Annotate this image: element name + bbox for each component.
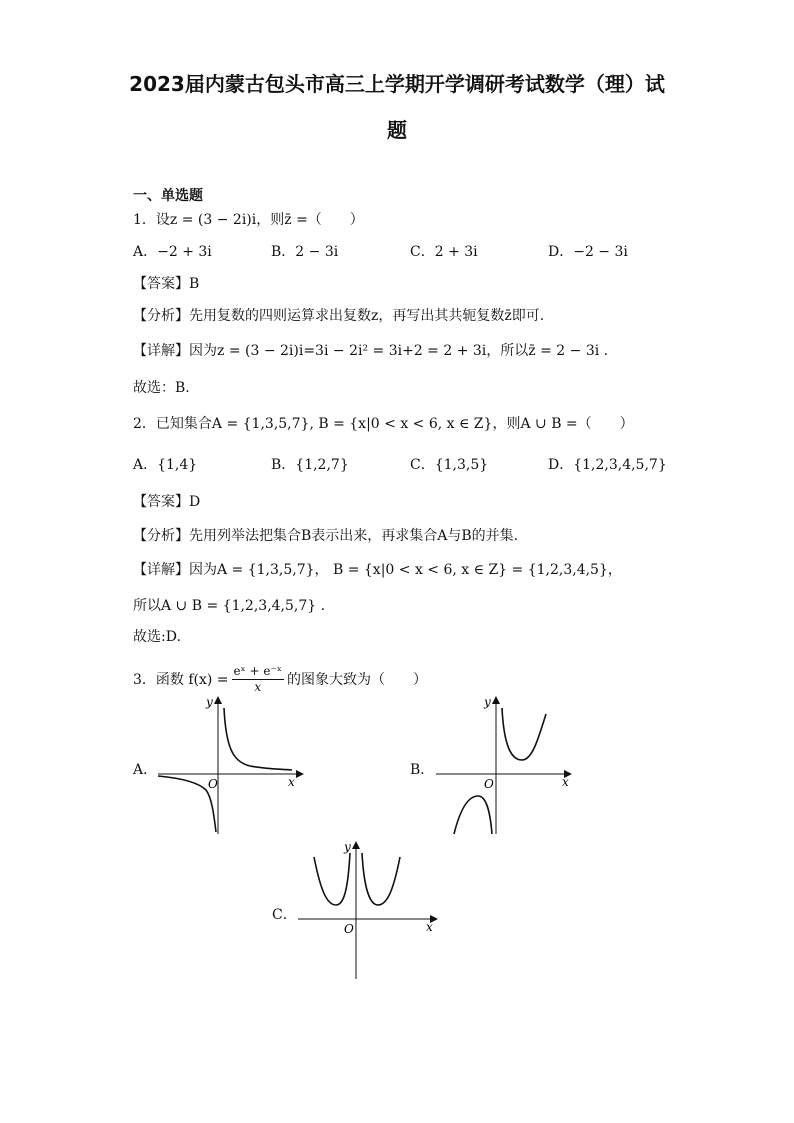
q3-stem-suffix: 的图象大致为（ ） (286, 671, 427, 688)
q3-numerator: eˣ + e⁻ˣ (233, 664, 282, 678)
q2-option-d: D．{1,2,3,4,5,7} (548, 457, 667, 473)
y-axis-label: y (484, 695, 491, 709)
q3-option-a-label: A． (133, 762, 158, 778)
q3-graph-a (150, 690, 310, 840)
q3-graph-c (290, 835, 450, 985)
page-title-continued: 题 (387, 118, 407, 142)
origin-label: O (344, 922, 354, 936)
curve-right-branch (362, 853, 400, 905)
q1-option-c: C．2 + 3i (410, 244, 478, 260)
q1-choice: 故选：B. (133, 380, 190, 396)
q1-option-a: A．−2 + 3i (133, 244, 212, 260)
curve-left-branch (314, 853, 350, 905)
y-axis-arrow-icon (352, 841, 360, 849)
q2-detail-continued: 所以A ∪ B = {1,2,3,4,5,7} . (133, 598, 326, 614)
q2-answer: 【答案】D (133, 494, 201, 510)
origin-label: O (208, 777, 218, 791)
y-axis-arrow-icon (214, 696, 222, 704)
q3-graph-b (428, 690, 588, 840)
q2-option-c: C．{1,3,5} (410, 457, 489, 473)
q2-stem: 2．已知集合A = {1,3,5,7}, B = {x|0 < x < 6, x ∈ Z}，则A ∪ B =（ ） (133, 416, 634, 432)
q3-option-b-label: B． (410, 762, 435, 778)
q3-stem-prefix: 3．函数 f(x) = (133, 671, 229, 688)
q1-stem: 1．设z = (3 − 2i)i，则z̄ =（ ） (133, 212, 364, 228)
curve-left-branch (454, 796, 492, 834)
q1-detail: 【详解】因为z = (3 − 2i)i=3i − 2i² = 3i+2 = 2 + 3i，所以z̄ = 2 − 3i . (133, 343, 609, 359)
origin-label: O (484, 777, 494, 791)
q1-analysis: 【分析】先用复数的四则运算求出复数z，再写出其共轭复数z̄即可. (133, 308, 545, 324)
q2-detail: 【详解】因为A = {1,3,5,7}， B = {x|0 < x < 6, x ∈ Z} = {1,2,3,4,5}， (133, 562, 622, 578)
x-axis-label: x (562, 775, 569, 789)
x-axis-arrow-icon (296, 770, 304, 778)
page-title: 2023届内蒙古包头市高三上学期开学调研考试数学（理）试 (129, 72, 665, 96)
section-heading: 一、单选题 (133, 188, 203, 204)
y-axis-arrow-icon (492, 696, 500, 704)
y-axis-label: y (344, 840, 351, 854)
q2-option-b: B．{1,2,7} (271, 457, 349, 473)
q1-answer: 【答案】B (133, 276, 200, 292)
q2-analysis: 【分析】先用列举法把集合B表示出来，再求集合A与B的并集. (133, 528, 519, 544)
q3-denominator: x (254, 680, 262, 694)
curve-right-branch (502, 708, 546, 760)
q2-choice: 故选:D. (133, 629, 181, 645)
y-axis-label: y (206, 695, 213, 709)
x-axis-label: x (288, 775, 295, 789)
q3-option-c-label: C． (272, 907, 297, 923)
q2-option-a: A．{1,4} (133, 457, 198, 473)
q1-option-d: D．−2 − 3i (548, 244, 628, 260)
q1-option-b: B．2 − 3i (271, 244, 339, 260)
curve-right-branch (224, 708, 292, 770)
x-axis-label: x (426, 920, 433, 934)
